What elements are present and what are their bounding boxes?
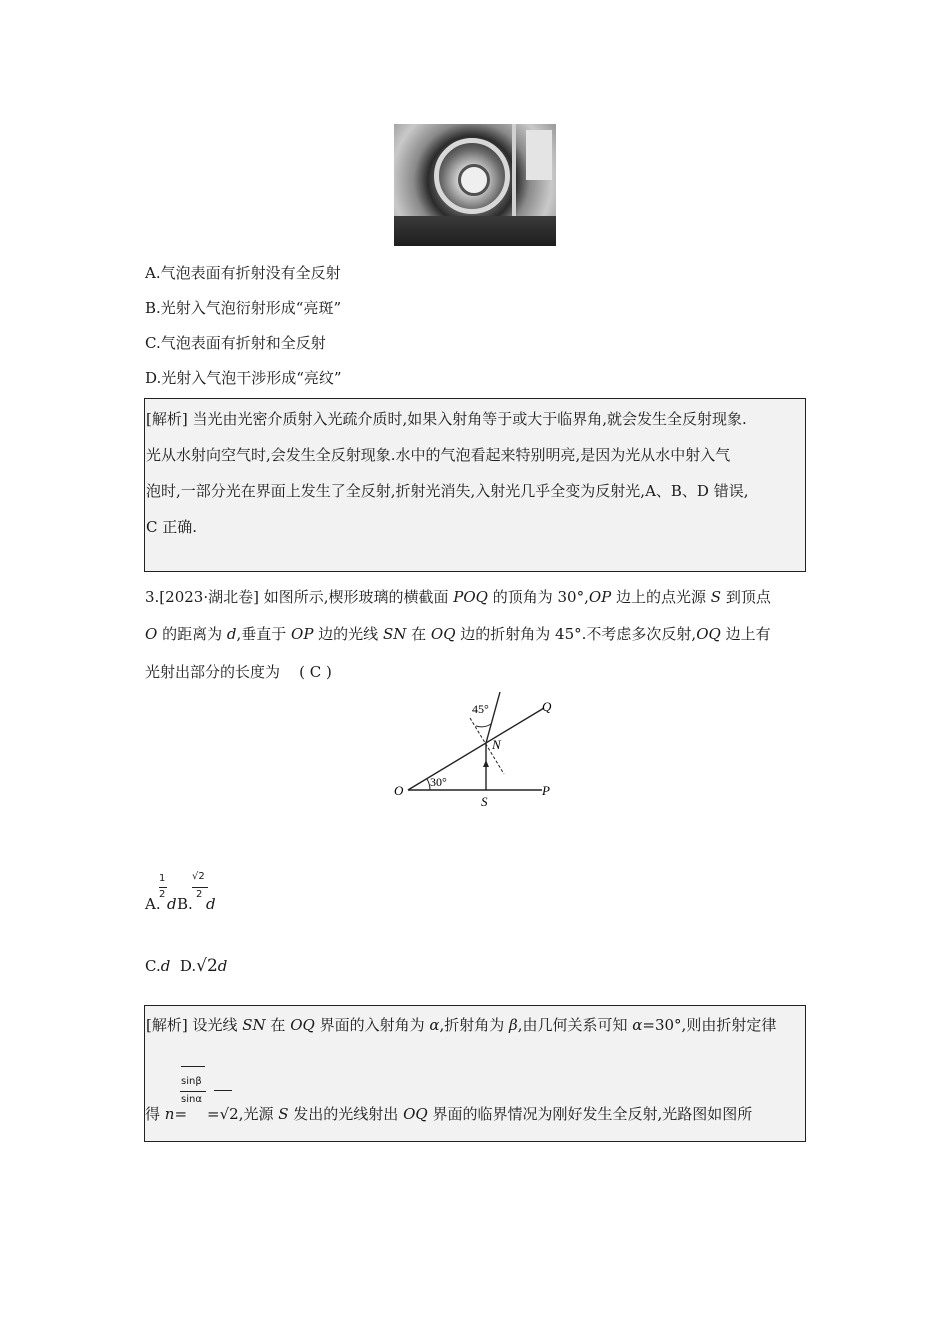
frac-num: 1 [159, 873, 166, 884]
question3-line2: O 的距离为 d,垂直于 OP 边的光线 SN 在 OQ 边的折射角为 45°.不考虑多次反射,OQ 边上有 [145, 625, 771, 643]
label-q: Q [542, 699, 552, 714]
label-p: P [542, 783, 550, 798]
option-cd-q3: C.d D.√2d [145, 956, 228, 976]
label-s: S [481, 794, 488, 809]
var-d: d [206, 895, 216, 913]
label-o: O [394, 783, 404, 798]
wedge-diagram [388, 690, 560, 810]
analysis-line-2b: =√2,光源 S 发出的光线射出 OQ 界面的临界情况为刚好发生全反射,光路图如图所 [207, 1105, 753, 1123]
frac-num: sinβ [181, 1076, 202, 1087]
analysis-box-q2 [144, 398, 806, 572]
answer: ( C ) [299, 663, 332, 681]
option-a: A.气泡表面有折射没有全反射 [145, 264, 341, 282]
bubble-photo [394, 124, 556, 246]
question3-line1: 3.[2023·湖北卷] 如图所示,楔形玻璃的横截面 POQ 的顶角为 30°,OP 边上的点光源 S 到顶点 [145, 588, 771, 606]
frac-num: √2 [192, 871, 205, 882]
angle-30: 30° [430, 775, 447, 789]
var-d: d [167, 895, 177, 913]
option-b-q3: B. [177, 895, 193, 913]
analysis-line: [解析] 设光线 SN 在 OQ 界面的入射角为 α,折射角为 β,由几何关系可知 α=30°,则由折射定律 [146, 1016, 777, 1034]
frac-den: 2 [196, 889, 203, 900]
option-a-q3: A. [145, 895, 161, 913]
option-d: D.光射入气泡干涉形成“亮纹” [145, 369, 342, 387]
question3-line3: 光射出部分的长度为 ( C ) [145, 663, 332, 681]
analysis-line: 泡时,一部分光在界面上发生了全反射,折射光消失,入射光几乎全变为反射光,A、B、D 错误, [146, 482, 749, 500]
frac-den: 2 [159, 889, 166, 900]
analysis-line-2: 得 n= [145, 1105, 188, 1123]
frac-den: sinα [181, 1094, 202, 1105]
label-n: N [492, 737, 501, 752]
analysis-line: 光从水射向空气时,会发生全反射现象.水中的气泡看起来特别明亮,是因为光从水中射入气 [146, 446, 731, 464]
analysis-line: [解析] 当光由光密介质射入光疏介质时,如果入射角等于或大于临界角,就会发生全反射现象. [146, 410, 747, 428]
angle-45: 45° [472, 702, 489, 716]
analysis-line: C 正确. [146, 518, 198, 536]
option-c: C.气泡表面有折射和全反射 [145, 334, 326, 352]
option-b: B.光射入气泡衍射形成“亮斑” [145, 299, 342, 317]
